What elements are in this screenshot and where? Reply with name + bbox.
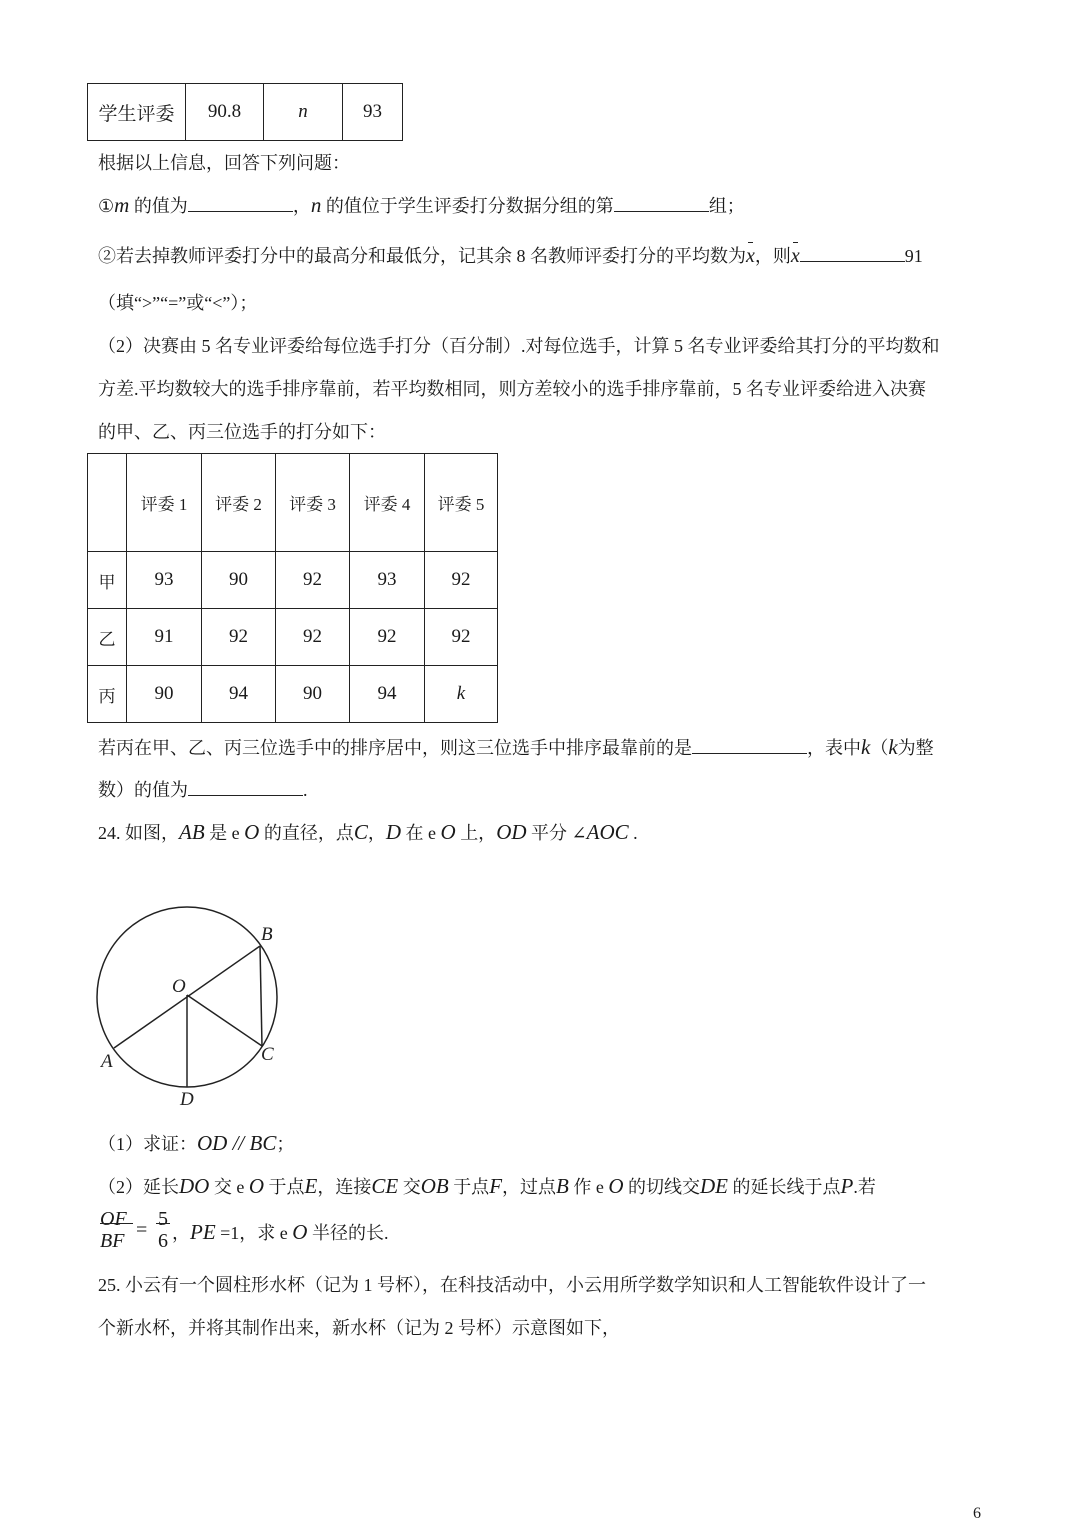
math-text: P [840, 1174, 854, 1198]
text: 上， [455, 823, 497, 843]
cell: 乙 [88, 609, 127, 666]
text: PE [190, 1220, 216, 1244]
cell: 评委 4 [350, 454, 425, 552]
text: ； [276, 1134, 295, 1154]
cell: 93 [127, 552, 202, 609]
fraction-numerator: OF [100, 1208, 127, 1230]
fraction-denominator-2: 6 [158, 1230, 168, 1252]
text: 方差.平均数较大的选手排序靠前，若平均数相同，则方差较小的选手排序靠前，5 名专业评委给进入决赛 [98, 379, 926, 399]
text: ，连接 [317, 1177, 372, 1197]
math-text: O [244, 820, 260, 844]
cell: 90 [127, 666, 202, 723]
cell: 92 [425, 552, 498, 609]
cell: 90 [202, 552, 276, 609]
text: 交 e [209, 1177, 249, 1197]
label-d: D [180, 1089, 194, 1110]
text: 为整 [897, 738, 934, 758]
math-text: AOC [586, 820, 629, 844]
cell: 甲 [88, 552, 127, 609]
cell: 评委 1 [127, 454, 202, 552]
text: ， [172, 1223, 190, 1243]
text: . [303, 780, 308, 800]
math-text: O [608, 1174, 624, 1198]
text: 25. 小云有一个圆柱形水杯（记为 1 号杯），在科技活动中，小云用所学数学知识和人工智能软件设计了一 [98, 1275, 926, 1295]
cell: 90 [276, 666, 350, 723]
text: . [628, 823, 638, 843]
text: （ [870, 738, 889, 758]
text: 若丙在甲、乙、丙三位选手中的排序居中，则这三位选手中排序最靠前的是 [98, 738, 692, 758]
cell: 评委 3 [276, 454, 350, 552]
cell: n [264, 84, 343, 141]
math-text: n [310, 193, 322, 217]
cell: 评委 2 [202, 454, 276, 552]
cell: 90.8 [186, 84, 264, 141]
text: 数）的值为 [98, 780, 188, 800]
text: 平分 ∠ [526, 823, 587, 843]
fraction-denominator: BF [100, 1230, 125, 1252]
text: 交 [398, 1177, 421, 1197]
text: 的值为 [129, 196, 188, 216]
math-text: k [888, 735, 898, 759]
cell: 94 [202, 666, 276, 723]
cell: 学生评委 [88, 84, 186, 141]
text: ，过点 [502, 1177, 557, 1197]
x-bar-symbol: x [790, 245, 800, 267]
cell: 93 [343, 84, 403, 141]
page-number: 6 [973, 1505, 981, 1522]
text: 根据以上信息，回答下列问题： [98, 153, 350, 173]
text: 在 e [401, 823, 441, 843]
fraction-numerator-2: 5 [158, 1208, 168, 1230]
text: ，表中 [807, 738, 861, 758]
cell: 91 [127, 609, 202, 666]
cell: 94 [350, 666, 425, 723]
text: 个新水杯，并将其制作出来，新水杯（记为 2 号杯）示意图如下， [98, 1318, 620, 1338]
text: 的甲、乙、丙三位选手的打分如下： [98, 422, 386, 442]
text: 组； [708, 196, 745, 216]
text: .若 [853, 1177, 876, 1197]
math-text: k [861, 735, 871, 759]
text: 半径的长. [307, 1223, 389, 1243]
cell: 92 [202, 609, 276, 666]
label-o: O [172, 976, 186, 997]
text: ，则 [754, 246, 791, 266]
text: （填“>”“=”或“<”）； [98, 293, 258, 313]
text: 作 e [568, 1177, 609, 1197]
math-text: AB [179, 820, 205, 844]
label-a: A [101, 1051, 113, 1072]
cell: 评委 5 [425, 454, 498, 552]
text: （2）延长 [98, 1177, 179, 1197]
math-text: D [385, 820, 402, 844]
cell: 92 [276, 609, 350, 666]
text: 91 [904, 246, 923, 266]
math-text: DO [179, 1174, 210, 1198]
text: 是 e [204, 823, 245, 843]
text: ， [367, 823, 386, 843]
math-text: DE [700, 1174, 729, 1198]
cell: 92 [350, 609, 425, 666]
cell: 92 [276, 552, 350, 609]
math-text: O [440, 820, 456, 844]
math-text: OD // BC [197, 1131, 277, 1155]
text: 的切线交 [623, 1177, 701, 1197]
math-text: OB [420, 1174, 449, 1198]
text: 于点 [264, 1177, 305, 1197]
text: O [292, 1220, 308, 1244]
text: ① [98, 196, 115, 216]
math-text: F [489, 1174, 503, 1198]
cell: 93 [350, 552, 425, 609]
math-text: E [304, 1174, 318, 1198]
text: （1）求证： [98, 1134, 197, 1154]
text: 的延长线于点 [728, 1177, 841, 1197]
math-text: m [114, 193, 130, 217]
label-c: C [261, 1044, 274, 1065]
cell: 丙 [88, 666, 127, 723]
text: 的直径，点 [259, 823, 354, 843]
cell: k [425, 666, 498, 723]
math-text: O [248, 1174, 265, 1198]
x-bar-symbol: x [746, 245, 755, 267]
text: 的值位于学生评委打分数据分组的第 [321, 196, 614, 216]
segment-bc [260, 946, 262, 1046]
math-text: OD [496, 820, 527, 844]
text: =1，求 e [215, 1223, 293, 1243]
cell: 92 [425, 609, 498, 666]
math-text: CE [371, 1174, 399, 1198]
math-text: B [556, 1174, 569, 1198]
text: ②若去掉教师评委打分中的最高分和最低分，记其余 8 名教师评委打分的平均数为 [98, 246, 746, 266]
math-text: C [353, 820, 368, 844]
label-b: B [261, 924, 273, 945]
text: （2）决赛由 5 名专业评委给每位选手打分（百分制）.对每位选手，计算 5 名专业评委给其打分的平均数和 [98, 336, 940, 356]
segment-oc [187, 995, 262, 1046]
text: 24. 如图， [98, 823, 179, 843]
text: ， [292, 196, 311, 216]
text: 于点 [448, 1177, 490, 1197]
